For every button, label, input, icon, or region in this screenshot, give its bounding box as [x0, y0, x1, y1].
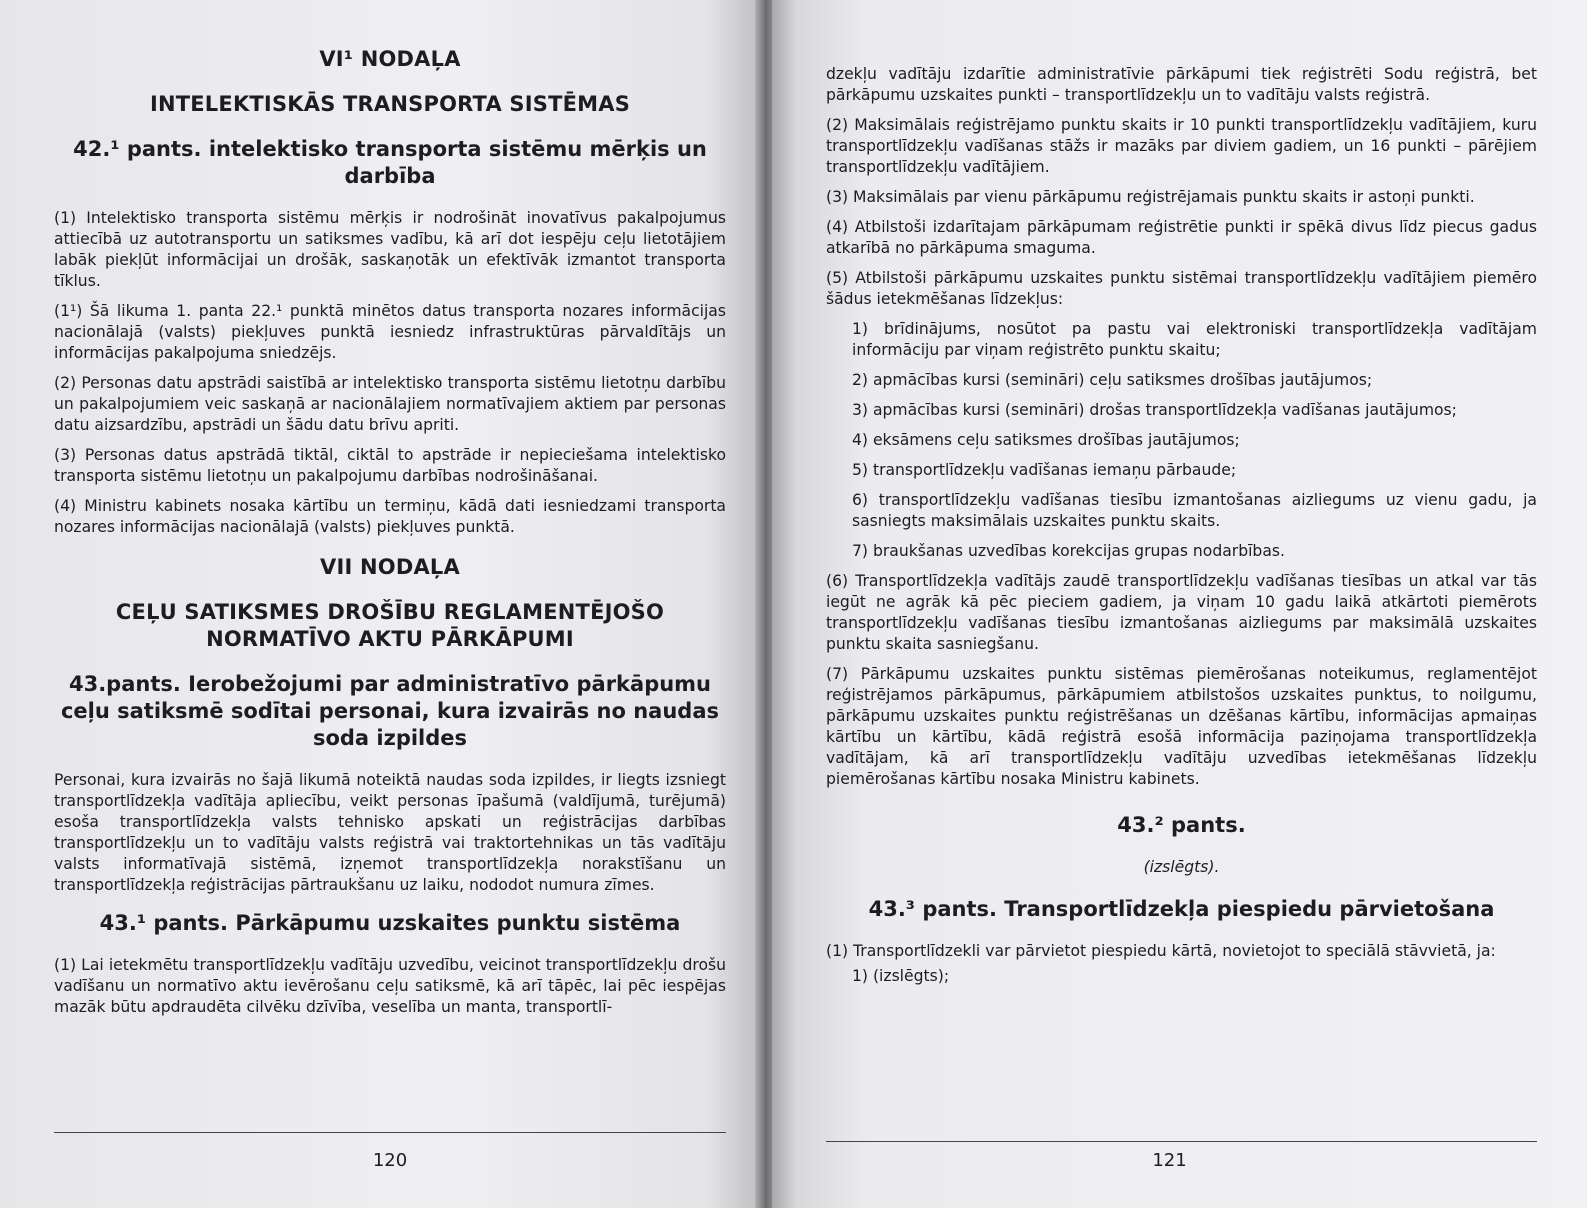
footer-rule: [826, 1141, 1537, 1142]
paragraph: (7) Pārkāpumu uzskaites punktu sistēmas piemērošanas noteikumus, reglamentējot reģistrējamos pārkāpumus, pārkāpumiem atbilstošos uzskaites punktus, to noilgumu, pārkāpumu uzskaites punktu reģistrēšanas un dzēšanas kārtību, informācijas apmaiņas kārtību un kārtību, kādā reģistrā esošā informācija paziņojama transportlīdzekļa vadītājam, kā arī transportlīdzekļu vadītāju uzvedības ietekmēšanas līdzekļu piemērošanas kārtību nosaka Ministru kabinets.: [826, 665, 1537, 788]
chapter-subtitle: CEĻU SATIKSMES DROŠĪBU REGLAMENTĒJOŠO NORMATĪVO AKTU PĀRKĀPUMI: [115, 600, 665, 651]
paragraph: (3) Personas datus apstrādā tiktāl, ciktāl to apstrāde ir nepieciešama intelektisko transporta sistēmu lietotņu un pakalpojumu darbības nodrošināšanai.: [54, 446, 726, 485]
article-heading: 42.¹ pants. intelektisko transporta sistēmu mērķis un darbība: [73, 137, 707, 188]
footer-rule: [54, 1132, 726, 1133]
paragraph: dzekļu vadītāju izdarītie administratīvie pārkāpumi tiek reģistrēti Sodu reģistrā, bet pārkāpumu uzskaites punkti – transportlīdzekļu un to vadītāju valsts reģistrā.: [826, 65, 1537, 104]
list-item: 2) apmācības kursi (semināri) ceļu satiksmes drošības jautājumos;: [852, 371, 1373, 389]
chapter-title: VII NODAĻA: [320, 555, 460, 579]
list-item: 3) apmācības kursi (semināri) drošas transportlīdzekļa vadīšanas jautājumos;: [852, 401, 1457, 419]
paragraph: (1) Lai ietekmētu transportlīdzekļu vadītāju uzvedību, veicinot transportlīdzekļu drošu vadīšanu un normatīvo aktu ievērošanu ceļu satiksmē, kā arī tāpēc, lai pēc iespējas mazāk būtu apdraudēta cilvēku dzīvība, veselība un manta, transportlī-: [54, 956, 726, 1016]
list-item: 4) eksāmens ceļu satiksmes drošības jautājumos;: [852, 431, 1240, 449]
paragraph: (1) Intelektisko transporta sistēmu mērķis ir nodrošināt inovatīvus pakalpojumus attiecībā uz autotransportu un satiksmes vadību, kā arī dot iespēju ceļu lietotājiem labāk piekļūt informācijai un drošāk, saskaņotāk un efektīvāk izmantot transporta tīklus.: [54, 209, 726, 290]
paragraph: Personai, kura izvairās no šajā likumā noteiktā naudas soda izpildes, ir liegts izsniegt transportlīdzekļa vadītāja apliecību, veikt personas īpašumā (valdījumā, turējumā) esoša transportlīdzekļa valsts tehnisko apskati un reģistrācijas darbības transportlīdzekļu un to vadītāju valsts reģistrā vai traktortehnikas un tās vadītāju valsts informatīvajā sistēmā, izņemot transportlīdzekļa norakstīšanu un transportlīdzekļa reģistrācijas pārtraukšanu uz laiku, nododot numura zīmes.: [54, 771, 726, 894]
paragraph: (1) Transportlīdzekli var pārvietot piespiedu kārtā, novietojot to speciālā stāvvietā, ja:: [826, 942, 1496, 960]
article-heading: 43.³ pants. Transportlīdzekļa piespiedu pārvietošana: [868, 897, 1495, 921]
paragraph: (1¹) Šā likuma 1. panta 22.¹ punktā minētos datus transporta nozares informācijas nacionālajā (valsts) piekļuves punktā iesniedz infrastruktūras pārvaldītājs un informācijas pakalpojuma sniedzējs.: [54, 302, 726, 362]
right-page: [772, 0, 1587, 1208]
list-item: 1) (izslēgts);: [852, 967, 950, 985]
page-number: 121: [1152, 1150, 1187, 1171]
left-page: [0, 0, 760, 1208]
excluded-note: (izslēgts).: [1143, 858, 1220, 876]
paragraph: (5) Atbilstoši pārkāpumu uzskaites punktu sistēmai transportlīdzekļu vadītājiem piemēro šādus ietekmēšanas līdzekļus:: [826, 269, 1537, 308]
paragraph: (2) Personas datu apstrādi saistībā ar intelektisko transporta sistēmu lietotņu darbību un pakalpojumiem veic saskaņā ar nacionālajiem normatīvajiem aktiem par personas datu aizsardzību, apstrādi un šādu datu brīvu apriti.: [54, 374, 726, 434]
article-heading: 43.¹ pants. Pārkāpumu uzskaites punktu sistēma: [99, 911, 681, 935]
article-heading: 43.² pants.: [1117, 813, 1246, 837]
paragraph: (3) Maksimālais par vienu pārkāpumu reģistrējamais punktu skaits ir astoņi punkti.: [826, 188, 1475, 206]
list-item: 1) brīdinājums, nosūtot pa pastu vai elektroniski transportlīdzekļa vadītājam informāciju par viņam reģistrēto punktu skaitu;: [852, 320, 1537, 359]
list-item: 7) braukšanas uzvedības korekcijas grupas nodarbības.: [852, 542, 1285, 560]
paragraph: (4) Ministru kabinets nosaka kārtību un termiņu, kādā dati iesniedzami transporta nozares informācijas nacionālajā (valsts) piekļuves punktā.: [54, 497, 726, 536]
page-number: 120: [372, 1150, 408, 1171]
chapter-subtitle: INTELEKTISKĀS TRANSPORTA SISTĒMAS: [149, 92, 631, 116]
article-heading: 43.pants. Ierobežojumi par administratīvo pārkāpumu ceļu satiksmē sodītai personai, kura izvairās no naudas soda izpildes: [60, 672, 720, 750]
paragraph: (6) Transportlīdzekļa vadītājs zaudē transportlīdzekļu vadīšanas tiesības un atkal var tās iegūt ne agrāk kā pēc pieciem gadiem, ja viņam 10 gadu laikā atkārtoti piemērots transportlīdzekļu vadīšanas tiesību izmantošanas aizliegums par maksimālā uzskaites punktu skaita sasniegšanu.: [826, 572, 1537, 653]
list-item: 5) transportlīdzekļu vadīšanas iemaņu pārbaude;: [852, 461, 1237, 479]
paragraph: (4) Atbilstoši izdarītajam pārkāpumam reģistrētie punkti ir spēkā divus līdz piecus gadus atkarībā no pārkāpuma smaguma.: [826, 218, 1537, 257]
paragraph: (2) Maksimālais reģistrējamo punktu skaits ir 10 punkti transportlīdzekļu vadītājiem, kuru transportlīdzekļu vadīšanas stāžs ir mazāks par diviem gadiem, un 16 punkti – pārējiem transportlīdzekļu vadītājiem.: [826, 116, 1537, 176]
list-item: 6) transportlīdzekļu vadīšanas tiesību izmantošanas aizliegums uz vienu gadu, ja sasniegts maksimālais uzskaites punktu skaits.: [852, 491, 1537, 530]
chapter-title: VI¹ NODAĻA: [319, 47, 461, 71]
